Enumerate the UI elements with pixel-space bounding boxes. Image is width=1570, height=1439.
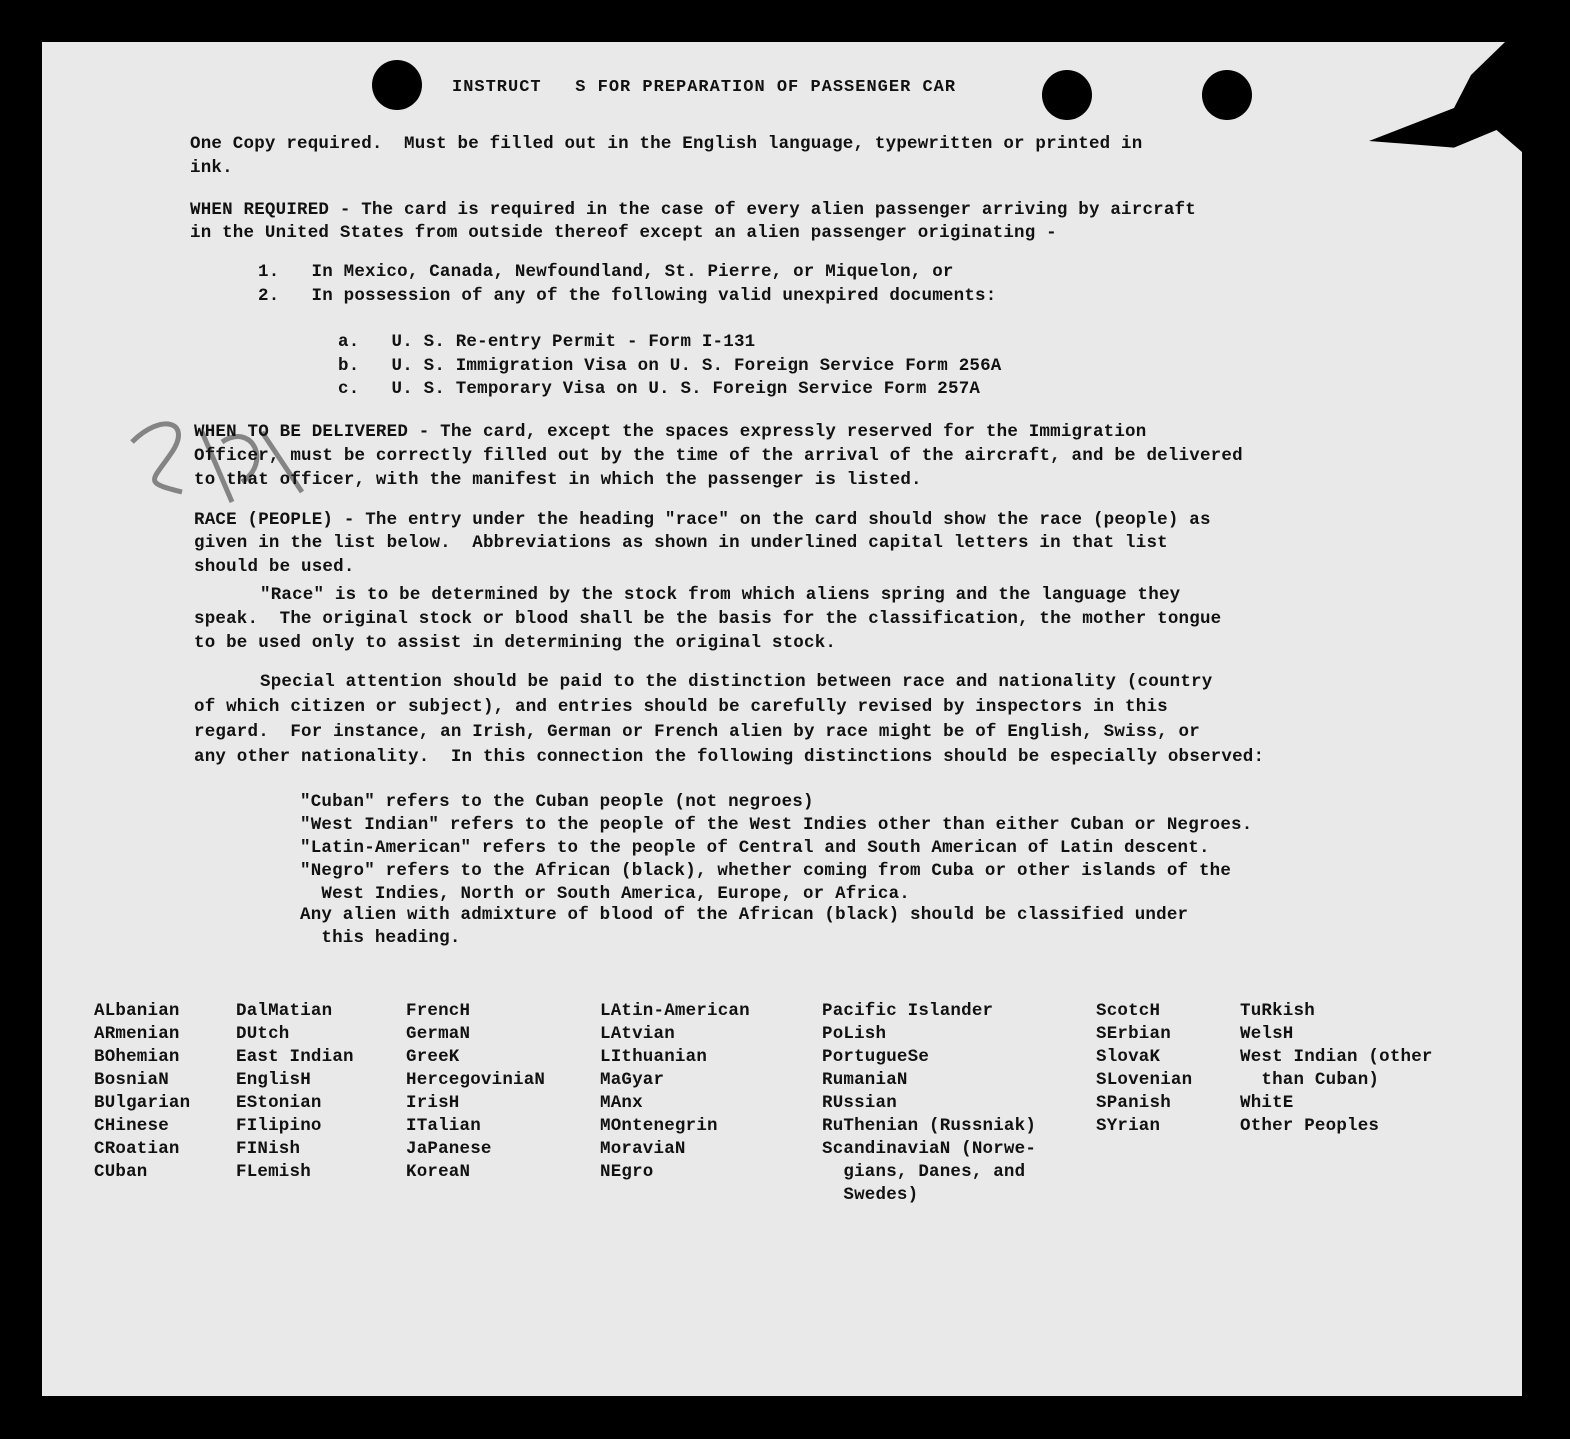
- race-item: WhitE: [1240, 1093, 1294, 1113]
- race-item: DalMatian: [236, 1001, 333, 1021]
- when-delivered-line-3: to that officer, with the manifest in which the passenger is listed.: [194, 470, 922, 490]
- race-item: CHinese: [94, 1116, 169, 1136]
- document-b: b. U. S. Immigration Visa on U. S. Foreign Service Form 256A: [338, 356, 1002, 376]
- special-attention-line-4: any other nationality. In this connection the following distinctions should be especially observed:: [194, 747, 1265, 767]
- condition-1: 1. In Mexico, Canada, Newfoundland, St. Pierre, or Miquelon, or: [258, 262, 954, 282]
- race-item: JaPanese: [406, 1139, 492, 1159]
- distinction-3: "Latin-American" refers to the people of Central and South American of Latin descent.: [300, 838, 1210, 858]
- race-item: KoreaN: [406, 1162, 471, 1182]
- race-column-5: [822, 1000, 1036, 1207]
- distinction-6: Any alien with admixture of blood of the African (black) should be classified under: [300, 905, 1189, 925]
- race-line-2: given in the list below. Abbreviations as shown in underlined capital letters in that list: [194, 533, 1168, 553]
- race-column-1: [94, 1000, 190, 1184]
- race-column-4: [600, 1000, 750, 1184]
- race-line-3: should be used.: [194, 557, 355, 577]
- race-item: PortugueSe: [822, 1047, 930, 1067]
- race-item: HercegoviniaN: [406, 1070, 546, 1090]
- race-item: MOntenegrin: [600, 1116, 718, 1136]
- punch-hole-left: [372, 60, 422, 110]
- distinction-7: this heading.: [300, 928, 461, 948]
- race-definition-line-3: to be used only to assist in determining the original stock.: [194, 633, 837, 653]
- race-item: FLemish: [236, 1162, 311, 1182]
- race-item: ScandinaviaN (Norwe-: [822, 1139, 1037, 1159]
- distinction-2: "West Indian" refers to the people of the West Indies other than either Cuban or Negroes.: [300, 815, 1253, 835]
- race-item: Other Peoples: [1240, 1116, 1380, 1136]
- race-item: ITalian: [406, 1116, 481, 1136]
- race-item: ALbanian: [94, 1001, 180, 1021]
- race-item: than Cuban): [1240, 1070, 1380, 1090]
- race-item: EStonian: [236, 1093, 322, 1113]
- race-item: TuRkish: [1240, 1001, 1315, 1021]
- race-definition-line-1: "Race" is to be determined by the stock from which aliens spring and the language they: [260, 585, 1181, 605]
- race-item: PoLish: [822, 1024, 887, 1044]
- race-item: SLovenian: [1096, 1070, 1193, 1090]
- when-required-line-1: WHEN REQUIRED - The card is required in the case of every alien passenger arriving by aircraft: [190, 200, 1196, 220]
- race-item: LIthuanian: [600, 1047, 708, 1067]
- race-item: BUlgarian: [94, 1093, 191, 1113]
- race-item: SlovaK: [1096, 1047, 1161, 1067]
- race-item: MaGyar: [600, 1070, 665, 1090]
- race-item: FINish: [236, 1139, 301, 1159]
- when-delivered-line-1: WHEN TO BE DELIVERED - The card, except the spaces expressly reserved for the Immigration: [194, 422, 1147, 442]
- when-required-line-2: in the United States from outside thereof except an alien passenger originating -: [190, 223, 1057, 243]
- race-item: IrisH: [406, 1093, 460, 1113]
- race-column-6: [1096, 1000, 1192, 1138]
- race-item: NEgro: [600, 1162, 654, 1182]
- document-a: a. U. S. Re-entry Permit - Form I-131: [338, 332, 756, 352]
- race-item: East Indian: [236, 1047, 354, 1067]
- race-item: SPanish: [1096, 1093, 1171, 1113]
- distinction-5: West Indies, North or South America, Europe, or Africa.: [300, 884, 910, 904]
- race-item: GreeK: [406, 1047, 460, 1067]
- race-item: MAnx: [600, 1093, 643, 1113]
- torn-corner: [1352, 42, 1522, 152]
- race-item: West Indian (other: [1240, 1047, 1433, 1067]
- punch-hole-middle: [1042, 70, 1092, 120]
- race-item: Swedes): [822, 1185, 919, 1205]
- race-item: BosniaN: [94, 1070, 169, 1090]
- condition-2: 2. In possession of any of the following valid unexpired documents:: [258, 286, 997, 306]
- intro-line-2: ink.: [190, 158, 233, 178]
- race-item: FrencH: [406, 1001, 471, 1021]
- race-line-1: RACE (PEOPLE) - The entry under the heading "race" on the card should show the race (people) as: [194, 510, 1211, 530]
- special-attention-line-2: of which citizen or subject), and entries should be carefully revised by inspectors in this: [194, 697, 1168, 717]
- intro-line-1: One Copy required. Must be filled out in the English language, typewritten or printed in: [190, 134, 1143, 154]
- race-item: RumaniaN: [822, 1070, 908, 1090]
- special-attention-line-1: Special attention should be paid to the distinction between race and nationality (country: [260, 672, 1213, 692]
- document-page: [42, 42, 1522, 1396]
- race-item: ARmenian: [94, 1024, 180, 1044]
- race-item: LAtin-American: [600, 1001, 750, 1021]
- race-item: SYrian: [1096, 1116, 1161, 1136]
- race-column-3: [406, 1000, 545, 1184]
- race-item: WelsH: [1240, 1024, 1294, 1044]
- distinction-4: "Negro" refers to the African (black), whether coming from Cuba or other islands of the: [300, 861, 1232, 881]
- race-item: EnglisH: [236, 1070, 311, 1090]
- punch-hole-right: [1202, 70, 1252, 120]
- race-item: FIlipino: [236, 1116, 322, 1136]
- race-item: MoraviaN: [600, 1139, 686, 1159]
- race-item: Pacific Islander: [822, 1001, 994, 1021]
- race-item: DUtch: [236, 1024, 290, 1044]
- distinction-1: "Cuban" refers to the Cuban people (not negroes): [300, 792, 814, 812]
- race-definition-line-2: speak. The original stock or blood shall be the basis for the classification, the mother tongue: [194, 609, 1222, 629]
- special-attention-line-3: regard. For instance, an Irish, German or French alien by race might be of English, Swiss, or: [194, 722, 1200, 742]
- race-item: CRoatian: [94, 1139, 180, 1159]
- race-item: gians, Danes, and: [822, 1162, 1026, 1182]
- document-c: c. U. S. Temporary Visa on U. S. Foreign Service Form 257A: [338, 379, 981, 399]
- race-column-7: [1240, 1000, 1433, 1138]
- race-item: LAtvian: [600, 1024, 675, 1044]
- when-delivered-line-2: Officer, must be correctly filled out by the time of the arrival of the aircraft, and be delivered: [194, 446, 1243, 466]
- race-item: SErbian: [1096, 1024, 1171, 1044]
- race-column-2: [236, 1000, 354, 1184]
- race-item: GermaN: [406, 1024, 471, 1044]
- race-item: CUban: [94, 1162, 148, 1182]
- race-item: RUssian: [822, 1093, 897, 1113]
- race-item: RuThenian (Russniak): [822, 1116, 1037, 1136]
- document-title: INSTRUCT S FOR PREPARATION OF PASSENGER CAR: [452, 78, 957, 97]
- race-item: ScotcH: [1096, 1001, 1161, 1021]
- race-item: BOhemian: [94, 1047, 180, 1067]
